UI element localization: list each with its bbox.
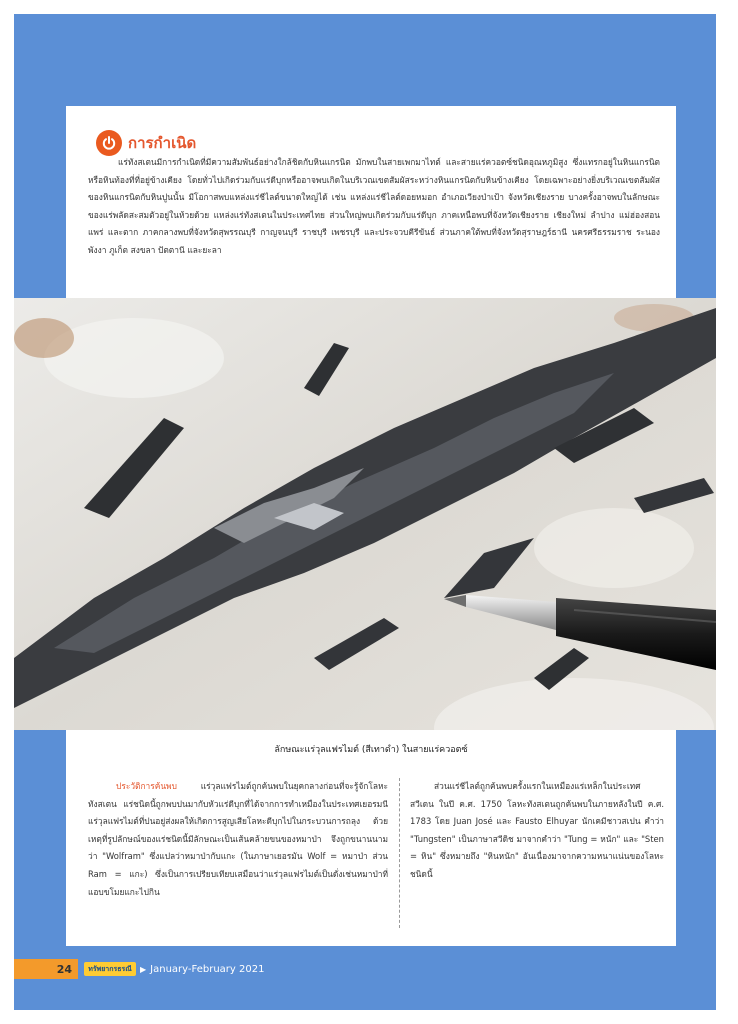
arrow-icon: ▶ [140,964,147,974]
history-left-column [88,778,388,901]
page-footer [14,958,264,980]
section-header [96,130,196,156]
power-icon [96,130,122,156]
mineral-photo [14,298,716,730]
history-lead: ประวัติการค้นพบ [116,781,177,791]
page-number: 24 [14,959,78,979]
history-right-column: ส่วนแร่ชีไลต์ถูกค้นพบครั้งแรกในเหมืองแร่เหล็กในประเทศสวีเดน ในปี ค.ศ. 1750 โลหะทังสเตนถูกค้นพบในภายหลังในปี ค.ศ. 1783 โดย Juan José และ Fausto Elhuyar นักเคมีชาวสเปน คำว่า "Tungsten" เป็นภาษาสวีดิช มาจากคำว่า "Tung = หนัก" และ "Sten = หิน" ซึ่งหมายถึง "หินหนัก" อันเนื่องมาจากความหนาแน่นของโลหะชนิดนี้ [410,781,664,879]
issue-date: January-February 2021 [150,963,265,975]
photo-caption: ลักษณะแร่วุลแฟรไมต์ (สีเทาดำ) ในสายแร่ควอตซ์ [274,745,468,755]
section-title: การกำเนิด [128,134,197,152]
magazine-logo: ทรัพยากรธรณี [84,962,136,976]
column-divider [399,778,400,928]
intro-paragraph: แร่ทังสเตนมีการกำเนิดที่มีความสัมพันธ์อย่างใกล้ชิดกับหินแกรนิต มักพบในสายเพกมาไทต์ และสายแร่ควอตซ์ชนิดอุณหภูมิสูง ซึ่งแทรกอยู่ในหินแกรนิตหรือหินท้องที่ที่อยู่ข้างเคียง โดยทั่วไปเกิดร่วมกับแร่ดีบุกหรืออาจพบเกิดในบริเวณเขตสัมผัสระหว่างหินแกรนิตกับหินข้างเคียง โดยเฉพาะอย่างยิ่งบริเวณเขตสัมผัสของหินแกรนิตกับหินปูนนั้น มีโอกาสพบแหล่งแร่ชีไลต์ขนาดใหญ่ได้ เช่น แหล่งแร่ชีไลต์ดอยหมอก อำเภอเวียงป่าเป้า จังหวัดเชียงราย บางครั้งอาจพบในลักษณะของแร่พลัดสะสมตัวอยู่ในห้วยด้วย แหล่งแร่ทังสเตนในประเทศไทย ส่วนใหญ่พบเกิดร่วมกับแร่ดีบุก ภาคเหนือพบที่จังหวัดเชียงราย เชียงใหม่ ลำปาง แม่ฮ่องสอน แพร่ และตาก ภาคกลางพบที่จังหวัดสุพรรณบุรี กาญจนบุรี ราชบุรี เพชรบุรี และประจวบคีรีขันธ์ ส่วนภาคใต้พบที่จังหวัดสุราษฎร์ธานี นครศรีธรรมราช ระนอง พังงา ภูเก็ต สงขลา ปัตตานี และยะลา [88,157,660,255]
history-left-text: แร่วุลแฟรไมต์ถูกค้นพบในยุคกลางก่อนที่จะรู้จักโลหะทังสเตน แร่ชนิดนี้ถูกพบปนมากับหัวแร่ดีบุกที่ได้จากการทำเหมืองในประเทศเยอรมนี แร่วุลแฟรไมต์ที่ปนอยู่ส่งผลให้เกิดการสูญเสียโลหะดีบุกไปในกระบวนการถลุง ด้วยเหตุที่รูปลักษณ์ของแร่ชนิดนี้มีลักษณะเป็นเส้นคล้ายขนของหมาป่า จึงถูกขนานนามว่า "Wolfram" ซึ่งแปลว่าหมาป่ากับแกะ (ในภาษาเยอรมัน Wolf = หมาป่า ส่วน Ram = แกะ) ซึ่งเป็นการเปรียบเทียบเสมือนว่าแร่วุลแฟรไมต์เป็นดั่งเช่นหมาป่าที่แอบขโมยแกะไปกิน [88,781,388,897]
